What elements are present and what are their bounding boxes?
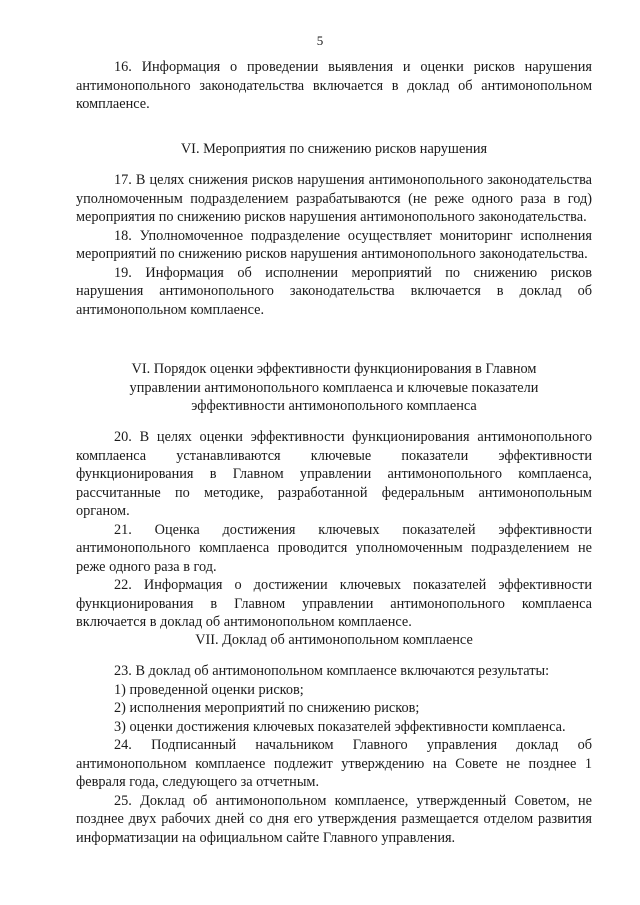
paragraph-17: 17. В целях снижения рисков нарушения антимонопольного законодательства уполномоченным подразделением разрабатываются (не реже одного раза в год) мероприятия по снижению рисков нарушения антимонопольного законодательства.	[76, 172, 592, 225]
list-item-2: 2) исполнения мероприятий по снижению рисков;	[114, 700, 420, 716]
section-20-22	[76, 428, 592, 632]
paragraph-20: 20. В целях оценки эффективности функционирования антимонопольного комплаенса устанавливаются ключевые показатели эффективности функционирования в Главном управлении антимонопольного комплаенса, рассчитанные по методике, разработанной федеральным антимонопольным органом.	[76, 429, 592, 519]
paragraph-23: 23. В доклад об антимонопольном комплаенсе включаются результаты:	[114, 663, 550, 679]
heading-line-1: VI. Порядок оценки эффективности функционирования в Главном	[131, 361, 537, 377]
paragraph-25: 25. Доклад об антимонопольном комплаенсе, утвержденный Советом, не позднее двух рабочих дней со дня его утверждения размещается отделом развития информатизации на официальном сайте Главного управления.	[76, 792, 592, 846]
section-16	[76, 58, 592, 114]
heading-section-vi-risks: VI. Мероприятия по снижению рисков нарушения	[180, 141, 488, 157]
heading-line-3: эффективности антимонопольного комплаенса	[191, 398, 477, 414]
section-17-19	[76, 171, 592, 319]
heading-section-vii: VII. Доклад об антимонопольном комплаенсе	[195, 632, 473, 648]
paragraph-24: 24. Подписанный начальником Главного управления доклад об антимонопольном комплаенсе подлежит утверждению на Совете не позднее 1 февраля года, следующего за отчетным.	[76, 737, 592, 790]
list-item-1: 1) проведенной оценки рисков;	[114, 681, 304, 698]
page-number: 5	[316, 33, 324, 48]
heading-section-vi-efficiency	[76, 360, 592, 416]
paragraph-21: 21. Оценка достижения ключевых показателей эффективности антимонопольного комплаенса проводится уполномоченным подразделением не реже одного раза в год.	[76, 521, 592, 575]
paragraph-16: 16. Информация о проведении выявления и оценки рисков нарушения антимонопольного законодательства включается в доклад об антимонопольном комплаенсе.	[76, 59, 592, 112]
list-item-3: 3) оценки достижения ключевых показателей эффективности комплаенса.	[114, 718, 566, 735]
paragraph-22: 22. Информация о достижении ключевых показателей эффективности функционирования в Главном управлении антимонопольного комплаенса включается в доклад об антимонопольном комплаенсе.	[76, 577, 592, 630]
paragraph-19: 19. Информация об исполнении мероприятий по снижению рисков нарушения антимонопольного законодательства включается в доклад об антимонопольном комплаенсе.	[76, 264, 592, 318]
section-23-25	[76, 662, 592, 847]
heading-line-2: управлении антимонопольного комплаенса и ключевые показатели	[129, 379, 539, 396]
paragraph-18: 18. Уполномоченное подразделение осуществляет мониторинг исполнения мероприятий по снижению рисков нарушения антимонопольного законодательства.	[76, 227, 592, 262]
